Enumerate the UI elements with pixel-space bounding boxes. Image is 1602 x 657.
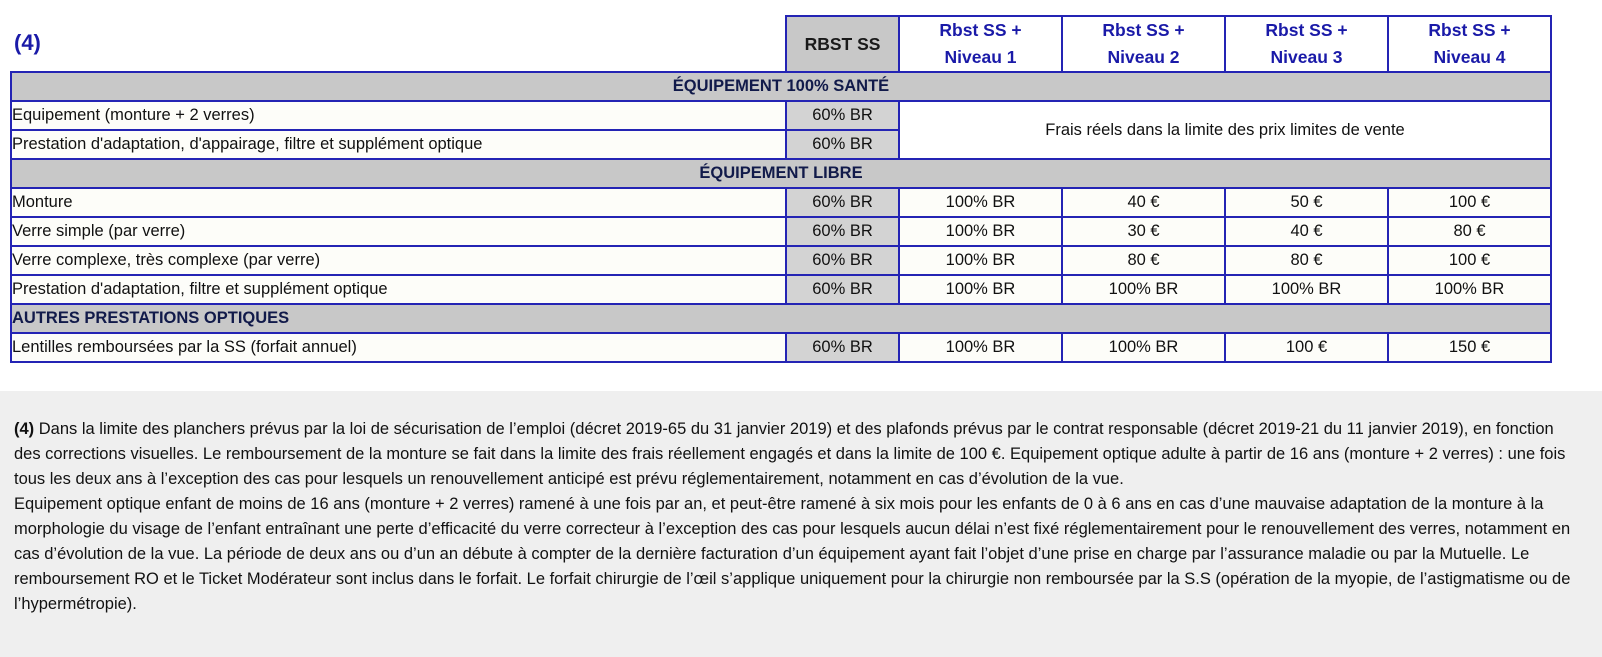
table-row [11,246,1551,275]
rbst-value: 60% BR [786,246,899,275]
footnote-panel [0,391,1602,657]
niveau-1-value: 100% BR [899,188,1062,217]
row-label: Verre complexe, très complexe (par verre) [11,246,786,275]
section-row-sante [11,72,1551,101]
rbst-value: 60% BR [786,130,899,159]
rbst-value: 60% BR [786,275,899,304]
table-row [11,275,1551,304]
rbst-value: 60% BR [786,188,899,217]
row-label: Lentilles remboursées par la SS (forfait annuel) [11,333,786,362]
header-niveau-4: Rbst SS + Niveau 4 [1388,16,1551,72]
row-label: Monture [11,188,786,217]
niveau-2-value: 30 € [1062,217,1225,246]
niveau-2-value: 100% BR [1062,333,1225,362]
header-niveau-2: Rbst SS + Niveau 2 [1062,16,1225,72]
optical-benefits-table [10,15,1552,363]
header-rbst-ss: RBST SS [786,16,899,72]
niveau-4-value: 150 € [1388,333,1551,362]
niveau-3-value: 100 € [1225,333,1388,362]
niveau-2-value: 40 € [1062,188,1225,217]
niveau-1-value: 100% BR [899,217,1062,246]
niveau-4-value: 100 € [1388,246,1551,275]
rbst-value: 60% BR [786,217,899,246]
niveau-2-value: 80 € [1062,246,1225,275]
table-row [11,217,1551,246]
merged-sante-value: Frais réels dans la limite des prix limites de vente [899,101,1551,159]
header-row [11,16,1551,72]
section-title-autres: AUTRES PRESTATIONS OPTIQUES [11,304,1551,333]
niveau-4-value: 100% BR [1388,275,1551,304]
section-row-libre [11,159,1551,188]
header-niveau-3: Rbst SS + Niveau 3 [1225,16,1388,72]
niveau-2-value: 100% BR [1062,275,1225,304]
table-row [11,101,1551,130]
section-title-sante: ÉQUIPEMENT 100% SANTÉ [672,77,890,95]
niveau-3-value: 50 € [1225,188,1388,217]
footnote-body-2: Equipement optique enfant de moins de 16 ans (monture + 2 verres) ramené à une fois par an, et peut-être ramené à six mois pour les enfants de 0 à 6 ans en cas d’une mauvaise adaptation de la monture à la morphologie du visage de l’enfant entraînant une perte d’efficacité du verre correcteur à l’exception des cas pour lesquels aucun délai n’est fixé réglementairement pour le renouvellement des verres, notamment en cas d’évolution de la vue. La période de deux ans ou d’un an débute à compter de la dernière facturation d’un équipement ayant fait l’objet d’une prise en charge par l’assurance maladie ou par la Mutuelle. Le remboursement RO et le Ticket Modérateur sont inclus dans le forfait. Le forfait chirurgie de l’œil s’applique uniquement pour la chirurgie non remboursée par la S.S (opération de la myopie, de l’astigmatisme ou de l’hypermétropie). [14,495,1571,613]
rbst-value: 60% BR [786,101,899,130]
niveau-3-value: 80 € [1225,246,1388,275]
footnote-text [14,417,1574,617]
row-label: Prestation d'adaptation, d'appairage, filtre et supplément optique [11,130,786,159]
table-row [11,333,1551,362]
table-row [11,188,1551,217]
niveau-3-value: 40 € [1225,217,1388,246]
niveau-1-value: 100% BR [899,275,1062,304]
niveau-1-value: 100% BR [899,246,1062,275]
row-label: Equipement (monture + 2 verres) [11,101,786,130]
footnote-body: Dans la limite des planchers prévus par la loi de sécurisation de l’emploi (décret 2019-65 du 31 janvier 2019) et des plafonds prévus par le contrat responsable (décret 2019-21 du 11 janvier 2019), en fonction des corrections visuelles. Le remboursement de la monture se fait dans la limite des frais réellement engagés et dans la limite de 100 €. Equipement optique adulte à partir de 16 ans (monture + 2 verres) : une fois tous les deux ans à l’exception des cas pour lesquels un renouvellement anticipé est prévu réglementairement, notamment en cas d’évolution de la vue. [14,420,1566,488]
row-label: Prestation d'adaptation, filtre et supplément optique [11,275,786,304]
niveau-4-value: 80 € [1388,217,1551,246]
niveau-3-value: 100% BR [1225,275,1388,304]
section-number: (4) [14,30,41,55]
row-label: Verre simple (par verre) [11,217,786,246]
footnote-marker: (4) [14,420,35,438]
section-title-libre: ÉQUIPEMENT LIBRE [699,164,863,182]
rbst-value: 60% BR [786,333,899,362]
header-niveau-1: Rbst SS + Niveau 1 [899,16,1062,72]
niveau-1-value: 100% BR [899,333,1062,362]
section-row-autres [11,304,1551,333]
niveau-4-value: 100 € [1388,188,1551,217]
